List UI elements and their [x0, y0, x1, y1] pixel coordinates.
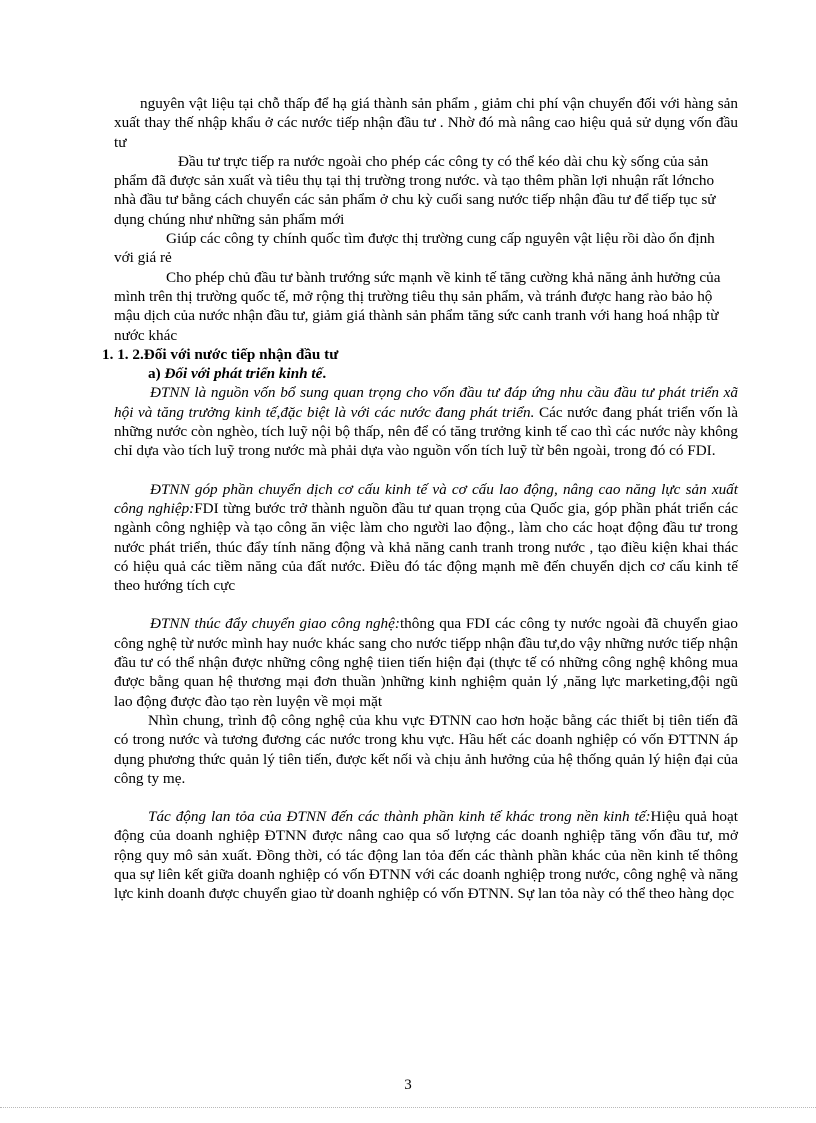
subheading: [148, 364, 738, 383]
paragraph-rest: Các nước đang phát triển vốn là những nước còn nghèo, tích luỹ nội bộ thấp, nên để có tăng trưởng kinh tế cao thì các nước này không chỉ dựa vào tích luỹ trong nước mà phải dựa vào nguồn vốn tích luỹ từ bên ngoài, trong đó có FDI.: [114, 403, 739, 460]
paragraph-rest: Hiệu quả hoạt động của doanh nghiệp ĐTNN được nâng cao qua số lượng các doanh nghiệp tăng vốn đầu tư, mở rộng quy mô sản xuất. Đồng thời, có tác động lan tỏa đến các thành phần khác của nền kinh tế thông qua sự liên kết giữa doanh nghiệp có vốn ĐTNN với các doanh nghiệp trong nước, công nghệ và năng lực kinh doanh được chuyển giao từ doanh nghiệp có vốn ĐTNN. Sự lan tỏa này có thể theo hàng dọc: [114, 808, 738, 903]
paragraph-structural-shift: [114, 480, 738, 596]
paragraph-spacer: [114, 788, 738, 807]
footer-divider: [0, 1107, 816, 1108]
paragraph-spacer: [114, 595, 738, 614]
paragraph-spacer: [114, 461, 738, 480]
section-heading: 1. 1. 2.Đối với nước tiếp nhận đầu tư: [102, 345, 339, 363]
paragraph-lead-italic: ĐTNN thúc đẩy chuyển giao công nghệ:: [150, 615, 400, 633]
paragraph-overview: Nhìn chung, trình độ công nghệ của khu vực ĐTNN cao hơn hoặc bằng các thiết bị tiên tiến đã có trong nước và tương đương các nước trong khu vực. Hầu hết các doanh nghiệp có vốn ĐTTNN áp dụng phương thức quản lý tiên tiến, được kết nối và chịu ảnh hưởng của hệ thống quản lý hiện đại của công ty mẹ.: [114, 711, 738, 787]
subheading-suffix: .: [322, 365, 327, 383]
paragraph-lead-italic: ĐTNN góp phần chuyển dịch cơ cấu kinh tế và cơ cấu lao động, nâng cao năng lực sản xuất công nghiệp:: [114, 480, 738, 517]
paragraph-economic-power: Cho phép chủ đầu tư bành trướng sức mạnh về kinh tế tăng cường khả năng ảnh hưởng của mình trên thị trường quốc tế, mở rộng thị trường tiêu thụ sản phẩm, và tránh được hang rào bảo hộ mậu dịch của nước nhận đầu tư, giảm giá thành sản phẩm tăng sức canh tranh với hang hoá nhập từ nước khác: [114, 268, 721, 344]
paragraph-tech-transfer: [114, 614, 738, 710]
paragraph-lead-italic: ĐTNN là nguồn vốn bổ sung quan trọng cho vốn đầu tư đáp ứng nhu cầu đầu tư phát triển xã hội và tăng trưởng kinh tế,đặc biệt là với các nước đang phát triển.: [114, 384, 738, 421]
paragraph-lead-italic: Tác động lan tỏa của ĐTNN đến các thành phần kinh tế khác trong nền kinh tế:: [148, 808, 651, 826]
subheading-title: Đối với phát triển kinh tế: [164, 365, 323, 383]
paragraph-raw-materials: Giúp các công ty chính quốc tìm được thị trường cung cấp nguyên vật liệu rồi dào ổn định với giá rẻ: [114, 230, 715, 267]
subheading-prefix: a): [148, 365, 165, 383]
page-number: 3: [404, 1077, 412, 1093]
paragraph-rest: thông qua FDI các công ty nước ngoài đã chuyển giao công nghệ từ nước mình hay nuớc khác sang cho nước tiếpp nhận đầu tư,do vậy những nước tiếp nhận đầu tư có thể nhận được những công nghệ tiien tiến hiện đại (thực tế có những công nghệ không mua được bằng quan hệ thương mại đơn thuần )những kinh nghiệm quản lý ,năng lực marketing,đội ngũ lao động được đào tạo rèn luyện về mọi mặt: [114, 615, 739, 710]
paragraph-spillover: [114, 807, 738, 903]
paragraph-product-lifecycle: Đầu tư trực tiếp ra nước ngoài cho phép các công ty có thể kéo dài chu kỳ sống của sản phẩm đã được sản xuất và tiêu thụ tại thị trường trong nước. và tạo thêm phần lợi nhuận rất lớncho nhà đầu tư bằng cách chuyển các sản phẩm ở chu kỳ cuối sang nước tiếp nhận đầu tư để tiếp tục sử dụng chúng như những sản phẩm mới: [114, 152, 716, 228]
paragraph-capital-source: [114, 383, 738, 460]
paragraph-rest: FDI từng bước trở thành nguồn đầu tư quan trọng của Quốc gia, góp phần phát triển các ngành công nghiệp và tạo công ăn việc làm cho người lao động., làm cho các hoạt động đầu tư trong nước phát triển, thúc đẩy tính năng động và khả năng canh tranh trong nước , tạo điều kiện khai thác có hiệu quả các tiềm năng của đất nước. Điều đó tác động mạnh mẽ đến chuyển dịch cơ cấu kinh tế theo hướng tích cực: [114, 499, 738, 595]
document-body: [102, 94, 739, 904]
paragraph-cost-reduction: nguyên vật liệu tại chỗ thấp để hạ giá thành sản phẩm , giảm chi phí vận chuyển đối với hàng sản xuất thay thế nhập khẩu ở các nước tiếp nhận đầu tư . Nhờ đó mà nâng cao hiệu quả sử dụng vốn đầu tư: [114, 95, 738, 151]
